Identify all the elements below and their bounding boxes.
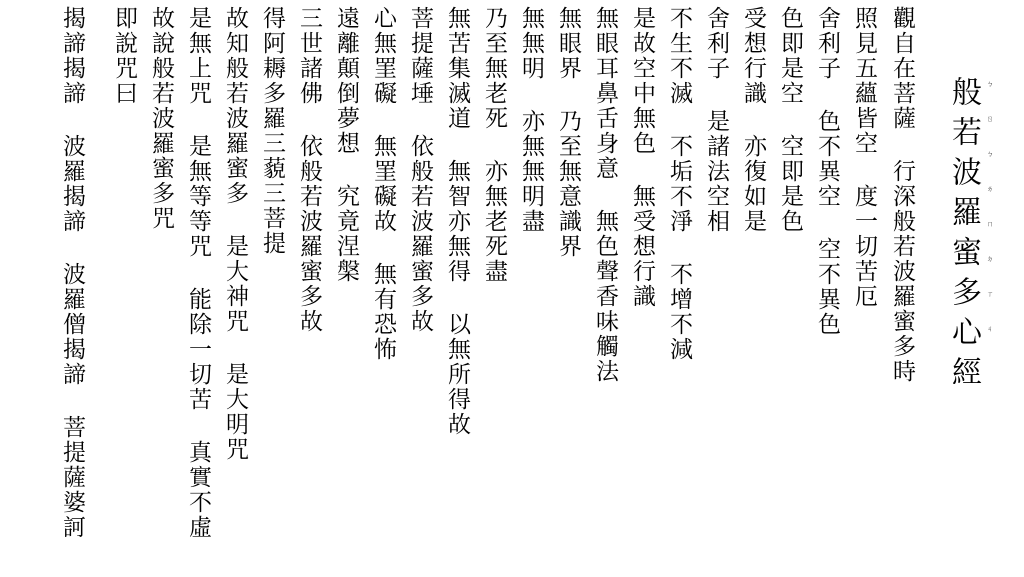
sutra-column-22: 即說咒曰: [111, 6, 137, 106]
sutra-column-10: 無眼界 乃至無意識界: [555, 6, 581, 259]
sutra-column-17: 三世諸佛 依般若波羅蜜多故: [296, 6, 322, 334]
sutra-column-14: 菩提薩埵 依般若波羅蜜多故: [407, 6, 433, 334]
sutra-column-4: 色即是空 空即是色: [777, 6, 803, 234]
sutra-title: 般若波羅蜜多心經: [946, 76, 981, 396]
sutra-column-20: 是無上咒 是無等等咒 能除一切苦 真實不虛: [185, 6, 211, 540]
sutra-column-3: 舍利子 色不異空 空不異色: [814, 6, 840, 337]
sutra-column-6: 舍利子 是諸法空相: [703, 6, 729, 234]
sutra-column-18: 得阿耨多羅三藐三菩提: [259, 6, 285, 256]
sutra-column-8: 是故空中無色 無受想行識: [629, 6, 655, 309]
title-zhuyin: ㄅㄖㄅㄌㄇㄉㄒㄐ: [986, 80, 994, 360]
sutra-column-12: 乃至無老死 亦無老死盡: [481, 6, 507, 284]
sutra-column-15: 心無罣礙 無罣礙故 無有恐怖: [370, 6, 396, 362]
sutra-column-9: 無眼耳鼻舌身意 無色聲香味觸法: [592, 6, 618, 384]
sutra-column-1: 觀自在菩薩 行深般若波羅蜜多時: [889, 6, 915, 384]
sutra-column-7: 不生不滅 不垢不淨 不增不減: [666, 6, 692, 362]
sutra-column-16: 遠離顛倒夢想 究竟涅槃: [333, 6, 359, 284]
sutra-column-19: 故知般若波羅蜜多 是大神咒 是大明咒: [222, 6, 248, 462]
sutra-column-5: 受想行識 亦復如是: [740, 6, 766, 234]
sutra-column-11: 無無明 亦無無明盡: [518, 6, 544, 234]
sutra-column-21: 故說般若波羅蜜多咒: [148, 6, 174, 231]
sutra-column-2: 照見五蘊皆空 度一切苦厄: [851, 6, 877, 309]
sutra-column-23: 揭諦揭諦 波羅揭諦 波羅僧揭諦 菩提薩婆訶: [59, 6, 85, 540]
sutra-column-13: 無苦集滅道 無智亦無得 以無所得故: [444, 6, 470, 437]
